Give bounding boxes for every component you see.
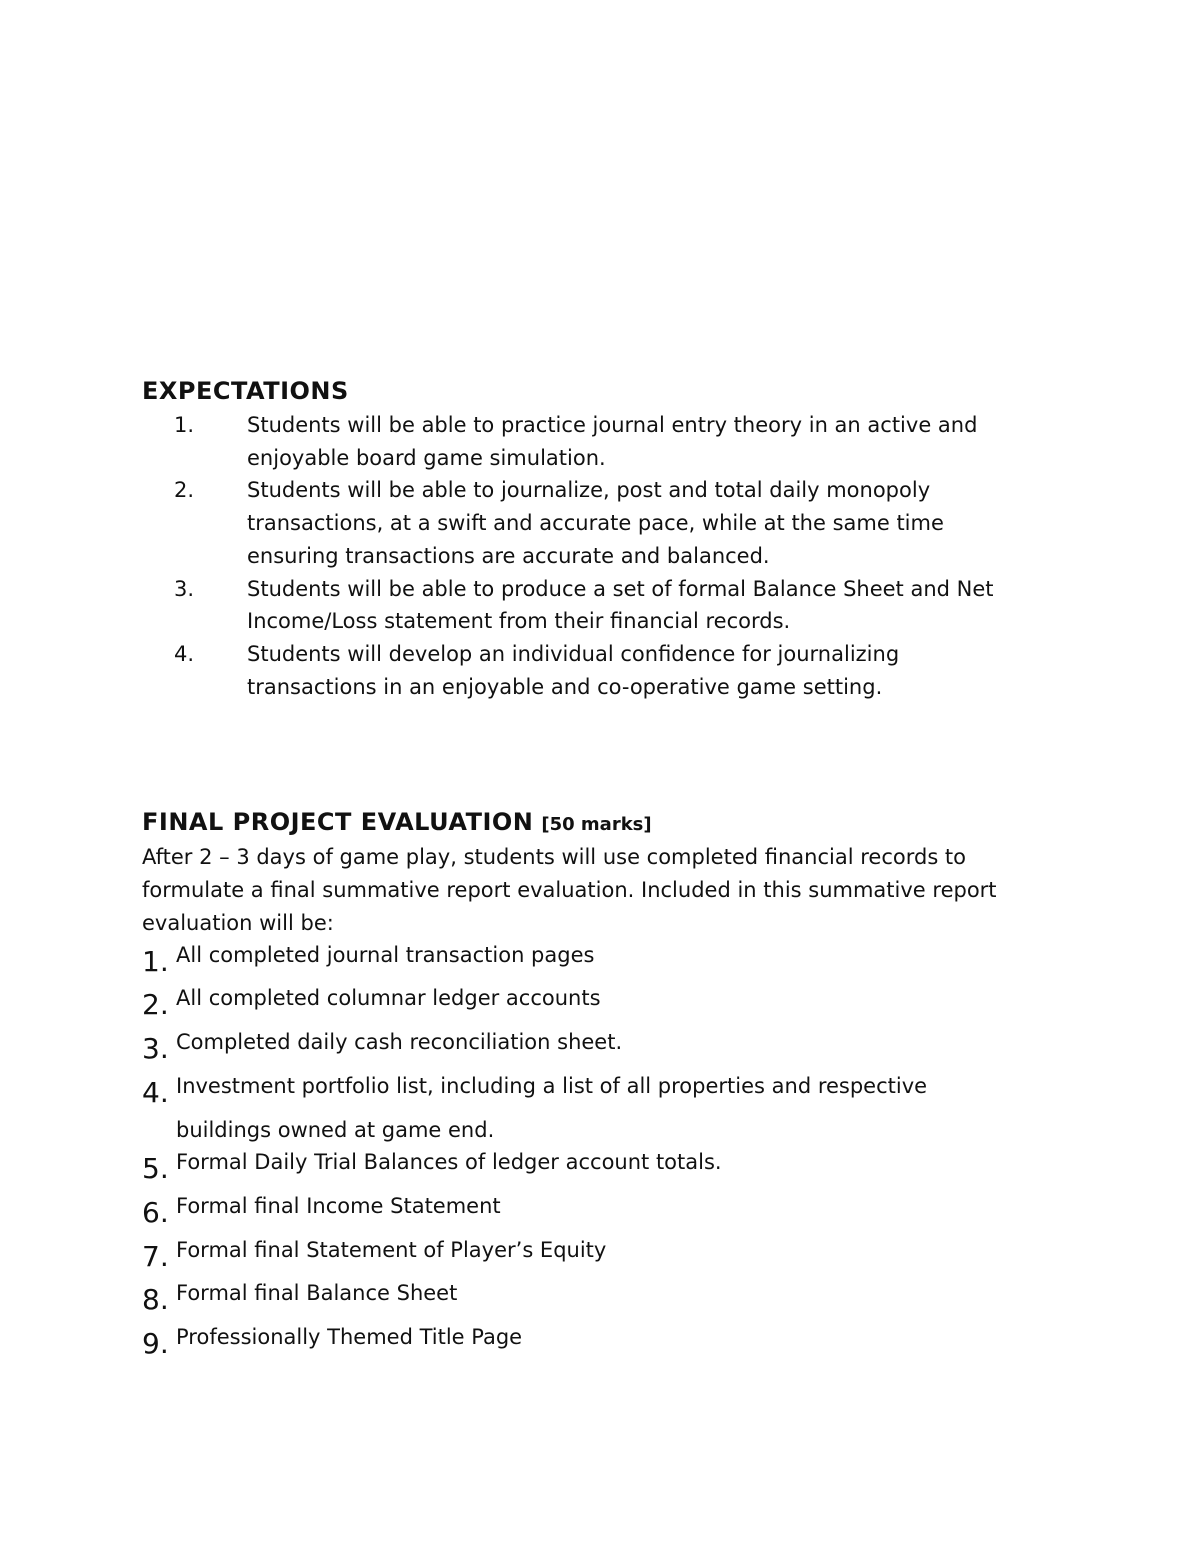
- expectation-line: Students will be able to produce a set of formal Balance Sheet and Net: [247, 576, 994, 601]
- evaluation-number: 6.: [142, 1196, 169, 1229]
- expectations-list: [0, 409, 1200, 703]
- expectation-line: Students will be able to practice journal entry theory in an active and: [247, 413, 978, 437]
- expectation-item-1: [0, 409, 1200, 474]
- intro-line: After 2 – 3 days of game play, students will use completed financial records to: [142, 845, 967, 869]
- expectation-item-3: [0, 573, 1200, 638]
- evaluation-intro: [142, 841, 997, 940]
- evaluation-number: 7.: [142, 1240, 169, 1273]
- expectation-line: ensuring transactions are accurate and balanced.: [247, 543, 770, 568]
- expectation-number: 4.: [174, 641, 195, 666]
- evaluation-text: All completed columnar ledger accounts: [176, 986, 601, 1010]
- expectations-heading: EXPECTATIONS: [142, 377, 349, 405]
- evaluation-text: Formal Daily Trial Balances of ledger account totals.: [176, 1150, 722, 1174]
- evaluation-number: 4.: [142, 1076, 169, 1109]
- intro-line: formulate a final summative report evaluation. Included in this summative report: [142, 878, 997, 902]
- evaluation-number: 9.: [142, 1327, 169, 1360]
- evaluation-text: All completed journal transaction pages: [176, 943, 595, 967]
- evaluation-number: 8.: [142, 1283, 169, 1316]
- evaluation-title: FINAL PROJECT EVALUATION: [142, 808, 534, 836]
- evaluation-number: 3.: [142, 1032, 169, 1065]
- evaluation-text: Formal final Balance Sheet: [176, 1281, 458, 1305]
- evaluation-number: 1.: [142, 945, 169, 978]
- evaluation-text: Formal final Statement of Player’s Equity: [176, 1238, 607, 1262]
- evaluation-marks: [50 marks]: [541, 814, 652, 835]
- evaluation-text: Investment portfolio list, including a list of all properties and respective: [176, 1074, 928, 1098]
- expectation-line: Income/Loss statement from their financial records.: [247, 609, 791, 634]
- evaluation-text: Completed daily cash reconciliation sheet.: [176, 1030, 623, 1054]
- evaluation-heading: [142, 808, 652, 836]
- expectation-number: 3.: [174, 576, 195, 601]
- evaluation-number: 2.: [142, 988, 169, 1021]
- expectation-line: Students will develop an individual confidence for journalizing: [247, 641, 900, 666]
- expectation-line: transactions in an enjoyable and co-operative game setting.: [247, 674, 883, 699]
- expectation-number: 2.: [174, 478, 195, 503]
- evaluation-text: Professionally Themed Title Page: [176, 1325, 523, 1349]
- expectation-item-2: [0, 474, 1200, 572]
- evaluation-number: 5.: [142, 1152, 169, 1185]
- intro-line: evaluation will be:: [142, 911, 334, 935]
- expectation-line: enjoyable board game simulation.: [247, 445, 606, 470]
- expectation-item-4: [0, 638, 1200, 703]
- evaluation-text: Formal final Income Statement: [176, 1194, 501, 1218]
- expectation-line: transactions, at a swift and accurate pace, while at the same time: [247, 511, 944, 536]
- expectation-number: 1.: [174, 413, 195, 437]
- expectation-line: Students will be able to journalize, post and total daily monopoly: [247, 478, 931, 503]
- evaluation-text-continuation: buildings owned at game end.: [176, 1118, 495, 1142]
